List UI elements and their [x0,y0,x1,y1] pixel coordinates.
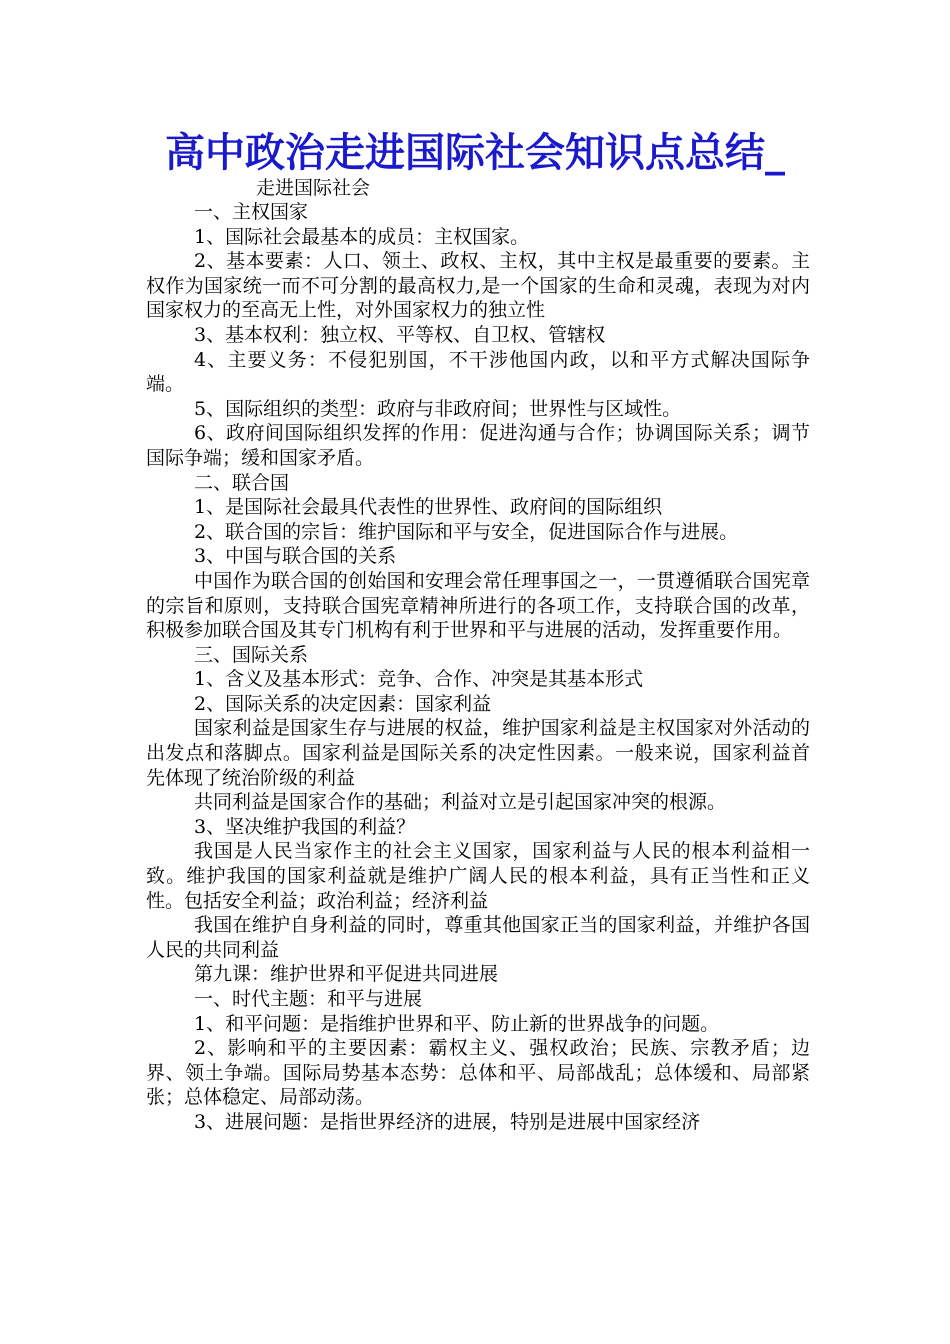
paragraph: 国家利益是国家生存与进展的权益，维护国家利益是主权国家对外活动的出发点和落脚点。国家利益是国际关系的决定性因素。一般来说，国家利益首先体现了统治阶级的利益 [146,717,810,789]
paragraph: 我国在维护自身利益的同时，尊重其他国家正当的国家利益，并维护各国人民的共同利益 [146,914,810,961]
paragraph: 2、基本要素：人口、领土、政权、主权，其中主权是最重要的要素。主权作为国家统一而不可分割的最高权力,是一个国家的生命和灵魂，表现为对内国家权力的至高无上性，对外国家权力的独立性 [146,250,810,322]
paragraph: 1、国际社会最基本的成员：主权国家。 [194,225,530,248]
document-body [146,200,810,1135]
paragraph: 5、国际组织的类型：政府与非政府间；世界性与区域性。 [194,397,682,420]
document-title: 高中政治走进国际社会知识点总结_ [165,130,785,176]
paragraph: 一、时代主题：和平与进展 [194,988,423,1010]
paragraph: 1、和平问题：是指维护世界和平、防止新的世界战争的问题。 [194,1012,720,1035]
paragraph: 中国作为联合国的创始国和安理会常任理事国之一，一贯遵循联合国宪章的宗旨和原则，支持联合国宪章精神所进行的各项工作，支持联合国的改革，积极参加联合国及其专门机构有利于世界和平与进展的活动，发挥重要作用。 [146,569,810,642]
document-subtitle: 走进国际社会 [256,177,371,199]
paragraph: 1、是国际社会最具代表性的世界性、政府间的国际组织 [194,496,663,519]
paragraph: 6、政府间国际组织发挥的作用：促进沟通与合作；协调国际关系；调节国际争端；缓和国家矛盾。 [146,422,810,469]
paragraph: 4、主要义务：不侵犯别国，不干涉他国内政，以和平方式解决国际争端。 [146,348,810,396]
paragraph: 2、影响和平的主要因素：霸权主义、强权政治；民族、宗教矛盾；边界、领土争端。国际局势基本态势：总体和平、局部战乱；总体缓和、局部紧张；总体稳定、局部动荡。 [146,1037,810,1109]
paragraph: 三、国际关系 [194,643,309,666]
paragraph: 我国是人民当家作主的社会主义国家，国家利益与人民的根本利益相一致。维护我国的国家利益就是维护广阔人民的根本利益，具有正当性和正义性。包括安全利益；政治利益；经济利益 [146,840,810,912]
paragraph: 1、含义及基本形式：竞争、合作、冲突是其基本形式 [194,668,644,691]
paragraph: 3、中国与联合国的关系 [194,545,397,568]
paragraph: 3、基本权利：独立权、平等权、自卫权、管辖权 [194,323,606,346]
paragraph: 一、主权国家 [194,201,309,223]
paragraph: 共同利益是国家合作的基础；利益对立是引起国家冲突的根源。 [194,791,727,814]
paragraph: 3、坚决维护我国的利益？ [194,815,416,838]
paragraph: 2、国际关系的决定因素：国家利益 [194,692,492,715]
paragraph: 二、联合国 [194,471,290,494]
paragraph: 第九课：维护世界和平促进共同进展 [194,963,499,986]
paragraph: 3、进展问题：是指世界经济的进展，特别是进展中国家经济 [194,1110,701,1133]
paragraph: 2、联合国的宗旨：维护国际和平与安全，促进国际合作与进展。 [194,520,739,543]
